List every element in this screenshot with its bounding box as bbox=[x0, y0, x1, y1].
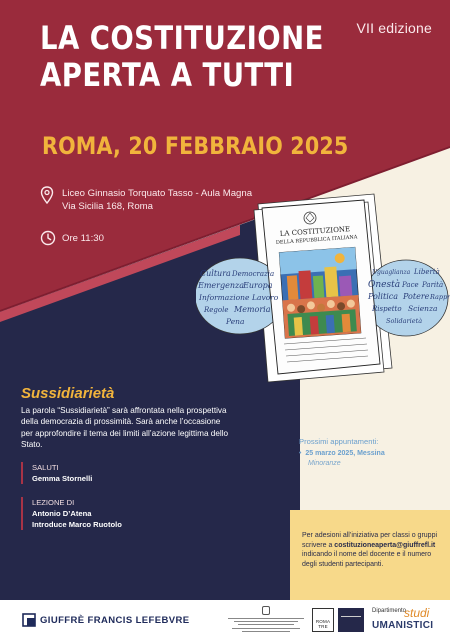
next-item-topic: Minoranze bbox=[308, 460, 341, 467]
saluti-block bbox=[21, 462, 241, 484]
studi-umanistici-logo bbox=[372, 606, 442, 636]
document-heading-1: LA COSTITUZIONE bbox=[279, 225, 351, 238]
right-word-5: Parità bbox=[422, 281, 444, 289]
topic-description bbox=[21, 405, 271, 450]
lezione-introducer: Introduce Marco Ruotolo bbox=[32, 520, 122, 529]
right-word-7: Potere bbox=[403, 292, 430, 301]
info-line-3: indicando il nome del docente e il numero bbox=[302, 551, 432, 558]
saluti-name: Gemma Stornelli bbox=[32, 474, 93, 483]
studi-word: studi bbox=[404, 606, 430, 620]
topic-line-3: per approfondire il tema dei limiti all’azione legittima dello bbox=[21, 428, 229, 438]
saluti-label: SALUTI bbox=[32, 463, 59, 472]
left-word-8: Memoria bbox=[234, 305, 271, 314]
topic-line-4: Stato. bbox=[21, 439, 43, 449]
clock-icon bbox=[40, 230, 56, 246]
footer-logos bbox=[0, 600, 450, 643]
event-date: ROMA, 20 FEBBRAIO 2025 bbox=[42, 132, 349, 160]
romatre-text: ROMA TRE bbox=[315, 619, 331, 629]
topic-title: Sussidiarietà bbox=[21, 385, 115, 402]
left-word-2: Democrazia bbox=[232, 270, 275, 278]
constitution-illustration bbox=[196, 192, 450, 387]
info-line-2-prefix: scrivere a bbox=[302, 541, 335, 549]
topic-line-1: La parola “Sussidiarietà” sarà affrontata nella prospettiva bbox=[21, 406, 227, 415]
italy-emblem-icon bbox=[262, 606, 270, 615]
umanistici-word: UMANISTICI bbox=[372, 620, 434, 631]
title-line-2: APERTA A TUTTI bbox=[40, 56, 295, 94]
info-text bbox=[302, 531, 444, 569]
institution-logo bbox=[338, 608, 364, 632]
lezione-speaker: Antonio D’Atena bbox=[32, 509, 92, 518]
document-heading-2: DELLA REPUBBLICA ITALIANA bbox=[275, 234, 358, 246]
right-word-1: Uguaglianza bbox=[372, 269, 411, 276]
publisher-mark-icon bbox=[22, 613, 36, 627]
topic-line-2: della democrazia di prossimità. Sarà anche l’occasione bbox=[21, 417, 221, 427]
right-word-2: Libertà bbox=[414, 268, 440, 276]
next-item: • 25 marzo 2025, Messina bbox=[299, 450, 385, 457]
next-item-date: 25 marzo 2025, Messina bbox=[305, 450, 385, 457]
right-word-3: Onestà bbox=[368, 280, 401, 290]
lezione-label: LEZIONE DI bbox=[32, 498, 75, 507]
studi-dipartimento: Dipartimento bbox=[372, 608, 407, 614]
right-word-6: Politica bbox=[368, 292, 399, 301]
title-line-1: LA COSTITUZIONE bbox=[40, 19, 324, 57]
info-line-1: Per adesioni all’iniziativa per classi o gruppi bbox=[302, 532, 438, 539]
next-title: Prossimi appuntamenti: bbox=[299, 437, 379, 446]
info-line-4: degli studenti partecipanti. bbox=[302, 560, 384, 568]
venue-name: Liceo Ginnasio Torquato Tasso - Aula Magna bbox=[62, 188, 253, 199]
location-pin-icon bbox=[40, 186, 54, 204]
left-word-5: Informazione bbox=[199, 293, 250, 302]
ministry-logo bbox=[228, 606, 304, 638]
left-word-4: Europa bbox=[243, 281, 273, 290]
event-time: Ore 11:30 bbox=[62, 233, 104, 244]
right-word-11: Solidarietà bbox=[386, 317, 423, 325]
edition-label: VII edizione bbox=[356, 20, 432, 36]
info-line-2 bbox=[302, 541, 444, 551]
left-word-1: Cultura bbox=[200, 269, 231, 278]
publisher-name: GIUFFRÈ FRANCIS LEFEBVRE bbox=[40, 614, 190, 626]
romatre-logo bbox=[312, 608, 334, 632]
publisher-logo bbox=[22, 612, 189, 628]
right-word-8: Rappr bbox=[430, 293, 450, 301]
left-word-6: Lavoro bbox=[252, 293, 279, 302]
right-word-4: Pace bbox=[402, 281, 419, 289]
left-word-7: Regole bbox=[204, 306, 229, 314]
right-word-9: Rispetto bbox=[372, 305, 402, 313]
lezione-block bbox=[21, 497, 241, 530]
venue-address: Via Sicilia 168, Roma bbox=[62, 201, 154, 212]
contact-email[interactable]: costituzioneaperta@giuffrefl.it bbox=[334, 541, 436, 549]
left-word-9: Pena bbox=[226, 317, 245, 326]
main-title bbox=[40, 19, 324, 94]
next-appointments bbox=[299, 437, 439, 468]
left-word-3: Emergenza bbox=[198, 281, 244, 290]
right-word-10: Scienza bbox=[408, 304, 438, 313]
